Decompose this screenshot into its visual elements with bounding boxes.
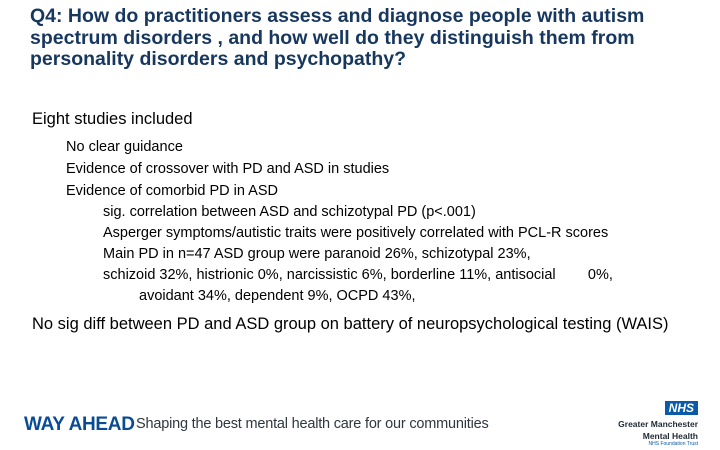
footer <box>0 395 720 450</box>
main-pd-line-2: schizoid 32%, histrionic 0%, narcissistic 6%, borderline 11%, antisocial 0%, <box>103 267 613 283</box>
way-ahead-logo: WAY AHEAD <box>24 414 135 435</box>
point-comorbid: Evidence of comorbid PD in ASD <box>66 183 278 199</box>
slide-title: Q4: How do practitioners assess and diagnose people with autism spectrum disorders , and how well do they distinguish them from personality disorders and psychopathy? <box>30 5 645 70</box>
point-no-guidance: No clear guidance <box>66 139 183 155</box>
main-pd-line-3: avoidant 34%, dependent 9%, OCPD 43%, <box>139 288 416 304</box>
point-crossover: Evidence of crossover with PD and ASD in studies <box>66 161 390 177</box>
intro-text: Eight studies included <box>32 110 193 128</box>
nhs-org-line-2: Mental Health <box>642 431 698 441</box>
nhs-org-line-1: Greater Manchester <box>618 419 698 429</box>
subpoint-schizotypal: sig. correlation between ASD and schizotypal PD (p<.001) <box>103 204 476 220</box>
slide-body <box>32 108 712 335</box>
nhs-trust-line: NHS Foundation Trust <box>648 441 698 447</box>
subpoint-pclr: Asperger symptoms/autistic traits were positively correlated with PCL-R scores <box>103 225 609 241</box>
main-pd-line-1: Main PD in n=47 ASD group were paranoid 26%, schizotypal 23%, <box>103 246 531 262</box>
subpoint-main-pd <box>103 244 712 307</box>
nhs-badge: NHS <box>665 401 698 415</box>
footer-tagline: Shaping the best mental health care for our communities <box>136 416 489 432</box>
nhs-logo <box>608 399 698 447</box>
conclusion-text: No sig diff between PD and ASD group on battery of neuropsychological testing (WAIS) <box>32 315 669 333</box>
